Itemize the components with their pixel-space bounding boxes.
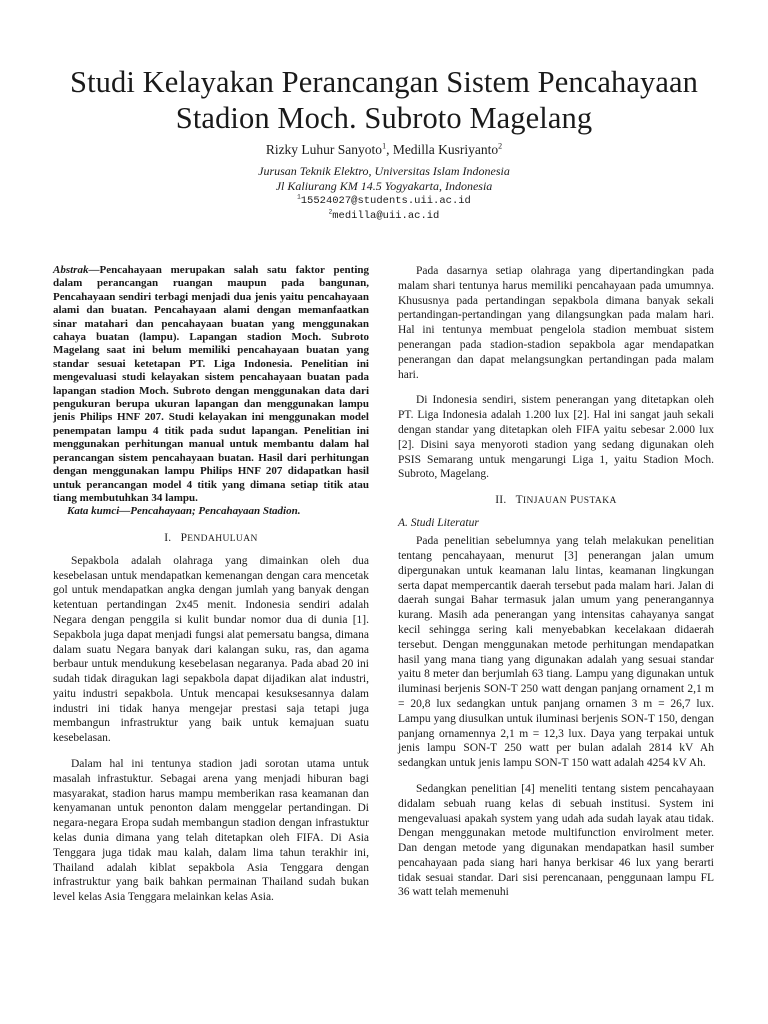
keywords-label: Kata kumci	[67, 505, 120, 518]
body-paragraph: Pada penelitian sebelumnya yang telah melakukan penelitian tentang pencahayaan, menurut [3] penerangan jalan umum dipergunakan untuk keamanan lalu lintas, keamanan lingkungan serta dapat mempercantik daerah tersebut pada malam hari. Jalan di daerah sungai Bahar termasuk jalan umum yang penerangannya kurang. Masih ada penerangan yang intensitas cahayanya sangat kecil sehingga sering kali menyebabkan kecelakaan didaerah tersebut. Dengan menggunakan metode perhitungan mendapatkan hasil yang mana tiang yang digunakan adalah yang sesuai standar yaitu 8 meter dan berjumlah 63 tiang. Lampu yang digunakan untuk iluminasi berjenis SON-T 250 watt dengan panjang ornament 2,1 m = 20,8 lux sedangkan untuk panjang ornamen 3 m = 26,7 lux. Lampu yang diusulkan untuk iluminasi berjenis SON-T 150, dengan panjang ornamennya 2,1 m = 12,3 lux. Daya yang terpakai untuk jenis lampu SON-T 250 watt per bulan adalah 2814 kV Ah sedangkan untuk jenis lampu SON-T 150 watt adalah 4254 kV Ah.	[398, 535, 714, 770]
body-paragraph: Dalam hal ini tentunya stadion jadi sorotan utama untuk masalah infrastuktur. Sebagai arena yang menjadi hiburan bagi masyarakat, stadion harus mampu memberikan rasa keamanan dan kenyamanan untuk penonton dalam menggelar pertandingan. Di negara-negara Eropa sudah membangun stadion dengan infrastuktur kelas dunia dimana yang telah ditetapkan oleh FIFA. Di Asia Tenggara juga tidak mau kalah, dalam lima tahun terakhir ini, Thailand adalah kiblat sepakbola Asia Tenggara dengan infrastruktur yang baik bahkan permainan Thailand sudah bukan level kelas Asia Tenggara melainkan kelas Asia.	[53, 758, 369, 904]
abstract-label: Abstrak	[53, 264, 89, 276]
right-column	[398, 264, 714, 900]
section-title-rest: INJAUAN	[522, 496, 567, 507]
author-superscript: 2	[498, 141, 503, 151]
keywords	[53, 505, 369, 518]
author-list	[0, 141, 768, 159]
email-superscript: 2	[328, 208, 333, 216]
section-title-rest: USTAKA	[576, 496, 617, 507]
left-column	[53, 264, 369, 905]
author-name: , Medilla Kusriyanto	[386, 142, 499, 157]
section-number: II.	[495, 494, 507, 507]
email-address: medilla@uii.ac.id	[332, 210, 440, 222]
email-superscript: 1	[297, 193, 301, 201]
paper-header	[0, 64, 768, 224]
paper-title	[0, 64, 768, 136]
section-number: I.	[164, 531, 172, 544]
body-paragraph: Sepakbola adalah olahraga yang dimainkan oleh dua kesebelasan untuk mendapatkan kemenangan dengan cara mencetak gol untuk mendapatkan angka dengan jumlah yang banyak dengan ketentuan pertandingan 2x45 menit. Indonesia sendiri adalah Negara dengan penggila si kulit bundar nomor dua di dunia [1]. Sepakbola juga dapat menjadi fungsi alat pemersatu bangsa, dimana dalam suatu Negara banyak dari kalangan suku, ras, dan agama berbaur untuk mendukung kesebelasan negaranya. Pada abad 20 ini sudah tidak diragukan lagi sepakbola dapat dijadikan alat industri, yaitu industri sepakbola. Untuk mencapai kesuksesannya dalam industri ini tidak hanya mengejar prestasi saja tetapi juga membangun infrastruktur yang baik untuk kemajuan suatu kesebelasan.	[53, 554, 369, 745]
body-paragraph: Pada dasarnya setiap olahraga yang dipertandingkan pada malam shari tentunya harus memiliki pencahayaan pada umumnya. Khususnya pada pertandingan sepakbola dimana banyak sekali pertandingan-pertandingan yang dilangsungkan pada malam hari. Hal ini tentunya membuat pengelola stadion membuat sistem penerangan pada stadion-stadion sepakbola agar mendapatkan penerangan dan dapat melangsungkan pertandingan pada malam hari.	[398, 265, 714, 381]
subsection-heading: A. Studi Literatur	[398, 517, 479, 530]
section-title-initial: P	[569, 494, 577, 507]
affiliation-line: Jurusan Teknik Elektro, Universitas Islam Indonesia	[258, 164, 510, 178]
section-heading-tinjauan-pustaka	[398, 493, 714, 508]
body-paragraph: Di Indonesia sendiri, sistem penerangan yang ditetapkan oleh PT. Liga Indonesia adalah 1.200 lux [2]. Hal ini sangat jauh sekali dengan standar yang ditetapkan oleh FIFA yaitu sebesar 2.000 lux [2]. Disini saya menyoroti stadion yang sedang digunakan oleh PSIS Semarang untuk mengarungi Liga 1, yaitu Stadion Moch. Subroto, Magelang.	[398, 394, 714, 481]
author-name: Rizky Luhur Sanyoto	[265, 142, 383, 157]
section-title-rest: ENDAHULUAN	[187, 533, 258, 544]
email-address: 15524027@students.uii.ac.id	[300, 195, 471, 207]
abstract-text: —Pencahayaan merupakan salah satu faktor penting dalam perancangan ruangan maupun pada bangunan, Pencahayaan sendiri terbagi menjadi dua jenis yaitu pencahayaan alami dan buatan. Pencahayaan alami dengan memanfaatkan sinar matahari dan pencahayaan buatan yang menggunakan cahaya buatan (lampu). Lapangan stadion Moch. Subroto Magelang saat ini belum memiliki pencahayaan buatan yang standar sesuai ketetapan PT. Liga Indonesia. Penelitian ini mengevaluasi studi kelayakan sistem pencahayaan buatan pada lapangan stadion Moch. Subroto dengan menggunakan data dari pengukuran berupa ukuran lapangan dan menggunakan lampu jenis Philips HNF 207. Studi kelayakan ini menggunakan model penempatan lampu 4 titik pada sudut lapangan. Penelitian ini menggunakan perhitungan manual untuk membantu dalam hal perancangan sistem pencahayaan buatan. Hasil dari perhitungan dengan menggunakan lampu Philips HNF 207 didapatkan hasil untuk perancangan model 4 titik yang dimana setiap titik atau tiang membutuhkan 34 lampu.	[53, 264, 369, 504]
body-paragraph: Sedangkan penelitian [4] meneliti tentang sistem pencahayaan didalam sebuah ruang kelas di sebuah institusi. System ini mengevaluasi apakah system yang udah ada sudah layak atau tidak. Dengan menggunakan metode multifunction envirolment meter. Dan dengan metode yang digunakan mendapatkan hasil sumber pencahayaan pada siang hari hanya berkisar 46 lux yang berarti tidak sesuai standar. Dari sisi perencanaan, penggunaan lampu FL 36 watt telah memenuhi	[398, 782, 714, 899]
section-heading-pendahuluan	[53, 531, 369, 546]
abstract	[53, 264, 369, 505]
keywords-text: —Pencahayaan; Pencahayaan Stadion.	[119, 505, 301, 518]
affiliation	[0, 164, 768, 194]
affiliation-line: Jl Kaliurang KM 14.5 Yogyakarta, Indonesia	[275, 179, 493, 193]
title-line-2: Stadion Moch. Subroto Magelang	[175, 101, 593, 135]
title-line-1: Studi Kelayakan Perancangan Sistem Pencahayaan	[70, 65, 698, 99]
section-title-initial: T	[515, 494, 523, 507]
section-title-initial: P	[180, 531, 188, 544]
email-line	[0, 194, 768, 209]
email-line	[0, 209, 768, 224]
author-superscript: 1	[382, 141, 387, 151]
